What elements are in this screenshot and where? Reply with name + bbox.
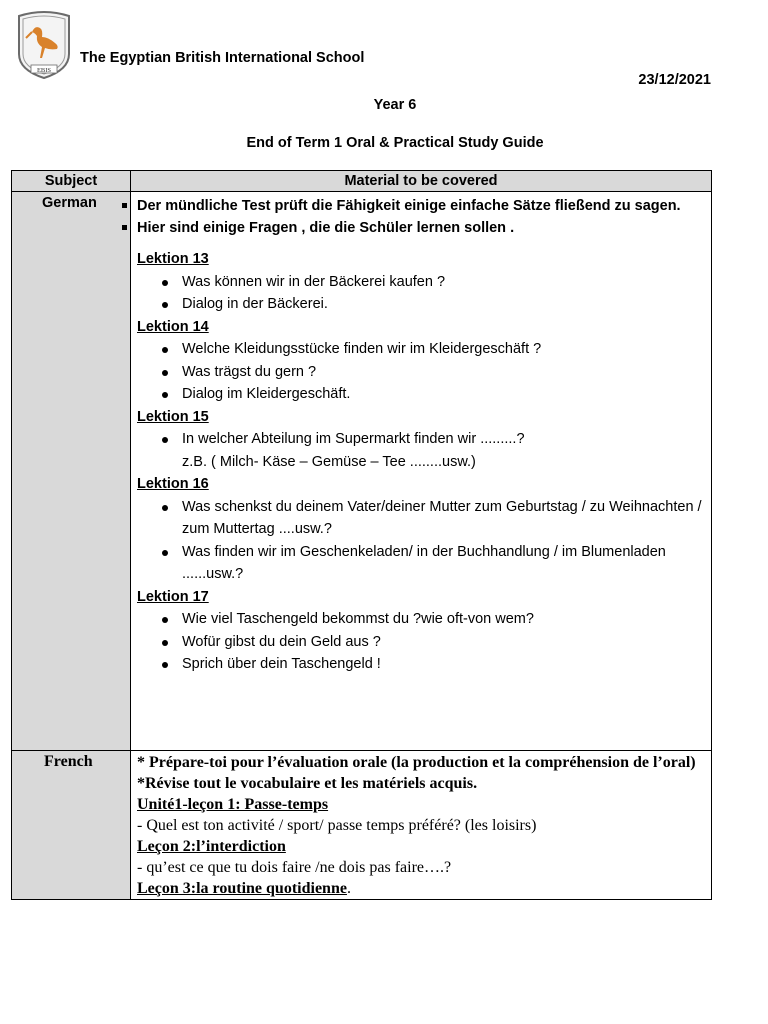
table-row-french [12, 751, 712, 900]
lesson-heading: Leçon 3:la routine quotidienne [137, 880, 347, 897]
material-cell-german [131, 192, 712, 751]
page-title: End of Term 1 Oral & Practical Study Guide [246, 135, 544, 151]
lesson-items [137, 608, 705, 676]
year-heading: Year 6 [373, 97, 417, 113]
list-item: In welcher Abteilung im Supermarkt finden wir .........? [182, 428, 705, 451]
list-item: Sprich über dein Taschengeld ! [182, 653, 705, 676]
lesson-items [137, 271, 705, 316]
square-bullet-icon [122, 203, 127, 208]
table-header-row [12, 171, 712, 192]
lesson-line [137, 878, 705, 899]
document-date: 23/12/2021 [638, 72, 711, 88]
lesson-heading: Lektion 16 [137, 476, 209, 492]
period-text: . [346, 880, 351, 897]
lesson-heading: Lektion 13 [137, 251, 209, 267]
lesson-items [137, 496, 705, 586]
lesson-heading: Lektion 14 [137, 318, 209, 335]
subject-cell-german [12, 192, 131, 751]
square-bullet-icon [122, 225, 127, 230]
school-name: The Egyptian British International School [80, 50, 365, 66]
lesson-heading: Leçon 2:l’interdiction [137, 838, 286, 855]
intro-line: Hier sind einige Fragen , die die Schüler lernen sollen . [137, 217, 705, 239]
lesson-text: - Quel est ton activité / sport/ passe temps préféré? (les loisirs) [137, 817, 537, 834]
list-item: Wofür gibst du dein Geld aus ? [182, 631, 705, 654]
list-item: Wie viel Taschengeld bekommst du ?wie oft-von wem? [182, 608, 705, 631]
list-item: Was finden wir im Geschenkeladen/ in der Buchhandlung / im Blumenladen ......usw.? [182, 541, 705, 586]
column-header-subject: Subject [12, 171, 131, 192]
material-cell-french [131, 751, 712, 900]
column-header-material: Material to be covered [131, 171, 712, 192]
subject-name: German [42, 195, 97, 211]
list-item: Dialog im Kleidergeschäft. [182, 383, 705, 406]
lesson-items [137, 428, 705, 451]
svg-text:EBIS: EBIS [36, 67, 52, 74]
subject-cell-french [12, 751, 131, 900]
list-item: Was trägst du gern ? [182, 361, 705, 384]
school-logo [15, 10, 73, 80]
subject-name: French [44, 753, 93, 770]
list-item: Was schenkst du deinem Vater/deiner Mutter zum Geburtstag / zu Weihnachten / zum Muttertag ....usw.? [182, 496, 705, 541]
table-row-german [12, 192, 712, 751]
instruction-line: *Révise tout le vocabulaire et les matériels acquis. [137, 775, 478, 792]
lesson-text: - qu’est ce que tu dois faire /ne dois pas faire….? [137, 859, 452, 876]
list-item: Was können wir in der Bäckerei kaufen ? [182, 271, 705, 294]
lesson-heading: Lektion 15 [137, 408, 209, 425]
example-line: z.B. ( Milch- Käse – Gemüse – Tee ........usw.) [182, 453, 476, 470]
list-item: Welche Kleidungsstücke finden wir im Kleidergeschäft ? [182, 338, 705, 361]
instruction-line: * Prépare-toi pour l’évaluation orale (la production et la compréhension de l’oral) [137, 754, 696, 771]
list-item: Dialog in der Bäckerei. [182, 293, 705, 316]
intro-line: Der mündliche Test prüft die Fähigkeit einige einfache Sätze fließend zu sagen. [137, 195, 705, 217]
lesson-heading: Unité1-leçon 1: Passe-temps [137, 796, 329, 813]
lesson-items [137, 338, 705, 406]
lesson-heading: Lektion 17 [137, 588, 209, 605]
study-guide-table [11, 170, 712, 900]
